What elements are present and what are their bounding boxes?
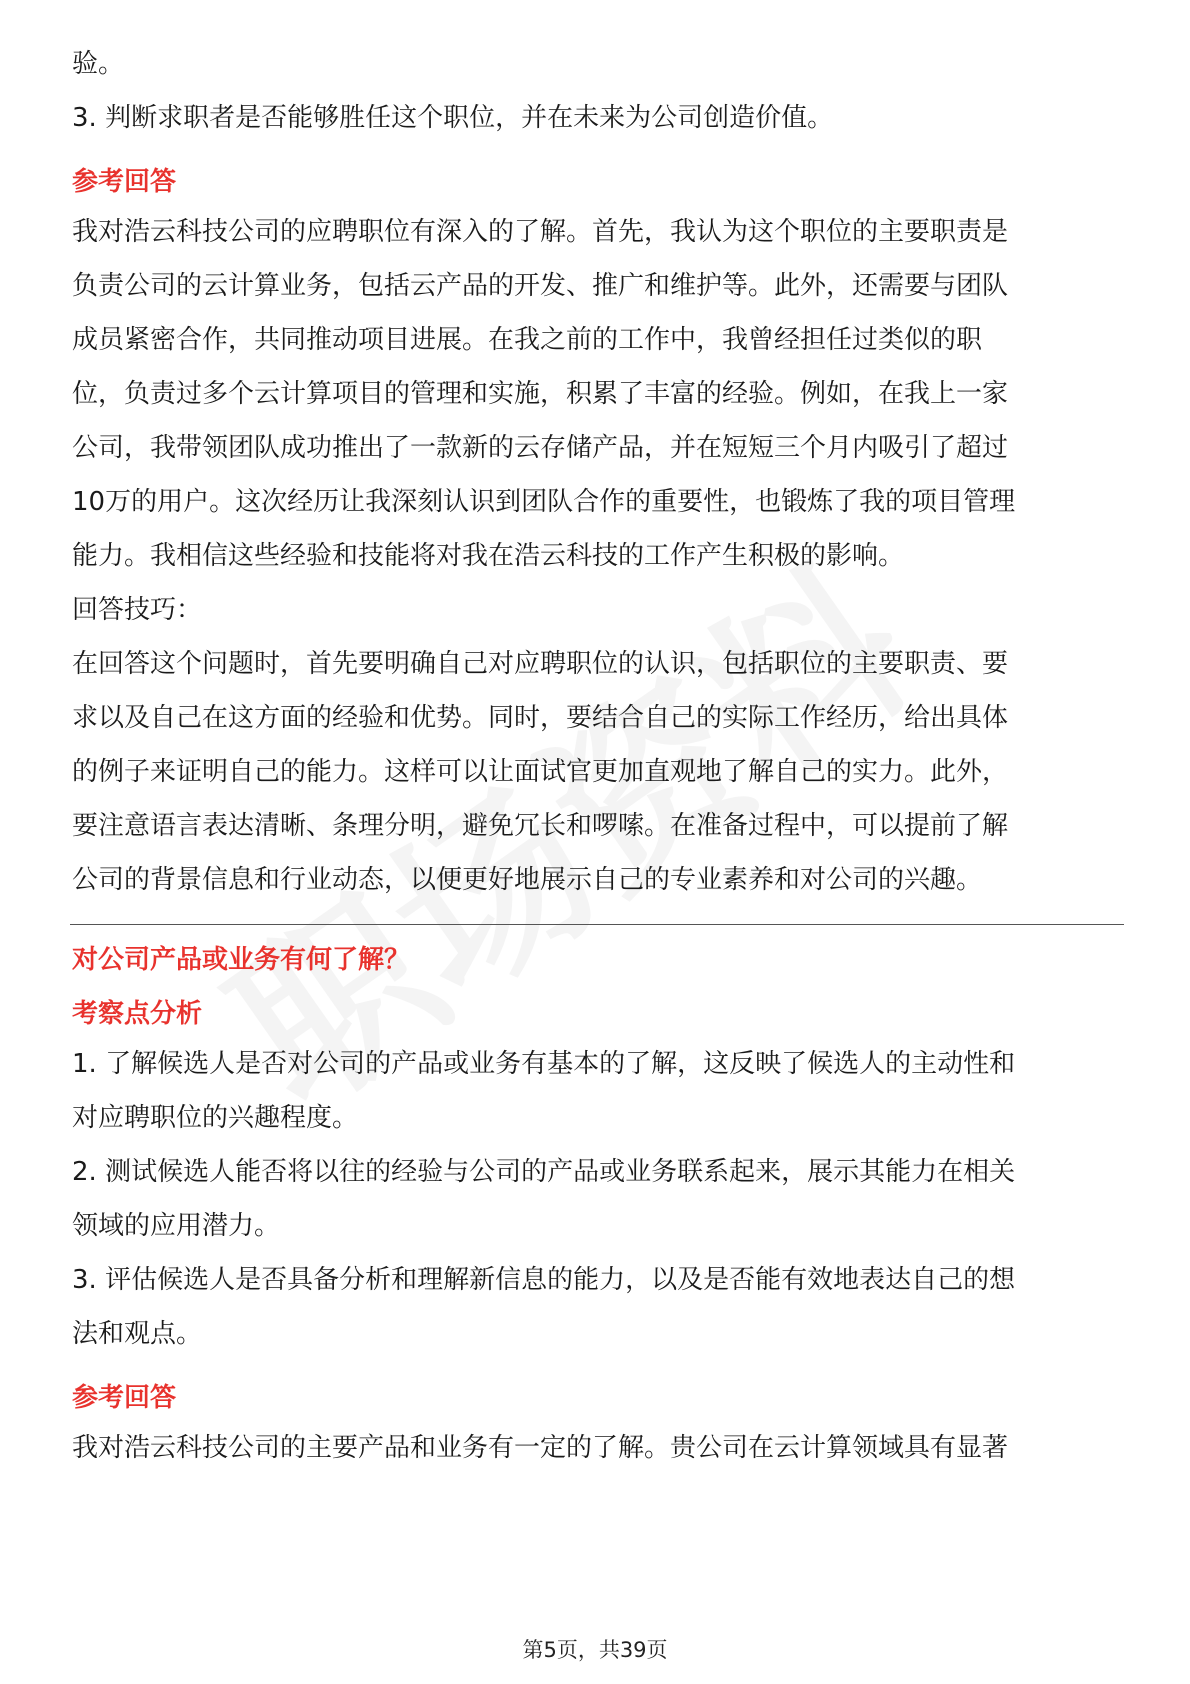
analysis-line: 法和观点。 [72, 1319, 203, 1349]
analysis-line: 领域的应用潜力。 [72, 1211, 281, 1241]
question-title: 对公司产品或业务有何了解？ [72, 945, 411, 975]
answer-heading: 参考回答 [72, 167, 177, 197]
answer-line: 我对浩云科技公司的主要产品和业务有一定的了解。贵公司在云计算领域具有显著 [72, 1433, 1009, 1463]
analysis-line: 3. 判断求职者是否能够胜任这个职位，并在未来为公司创造价值。 [72, 103, 834, 133]
tips-line: 的例子来证明自己的能力。这样可以让面试官更加直观地了解自己的实力。此外， [72, 757, 1009, 787]
tips-line: 要注意语言表达清晰、条理分明，避免冗长和啰嗦。在准备过程中，可以提前了解 [72, 811, 1009, 841]
analysis-line: 2. 测试候选人能否将以往的经验与公司的产品或业务联系起来，展示其能力在相关 [72, 1157, 1016, 1187]
analysis-line: 验。 [72, 49, 125, 79]
answer-line: 10万的用户。这次经历让我深刻认识到团队合作的重要性，也锻炼了我的项目管理 [72, 487, 1016, 517]
page-number: 第5页，共39页 [522, 1638, 668, 1662]
answer-line: 位，负责过多个云计算项目的管理和实施，积累了丰富的经验。例如，在我上一家 [72, 379, 1009, 409]
analysis-line: 3. 评估候选人是否具备分析和理解新信息的能力，以及是否能有效地表达自己的想 [72, 1265, 1016, 1295]
analysis-line: 1. 了解候选人是否对公司的产品或业务有基本的了解，这反映了候选人的主动性和 [72, 1049, 1016, 1079]
answer-line: 我对浩云科技公司的应聘职位有深入的了解。首先，我认为这个职位的主要职责是 [72, 217, 1009, 247]
section-divider [70, 924, 1124, 925]
answer-line: 成员紧密合作，共同推动项目进展。在我之前的工作中，我曾经担任过类似的职 [72, 325, 983, 355]
tips-line: 在回答这个问题时，首先要明确自己对应聘职位的认识，包括职位的主要职责、要 [72, 649, 1009, 679]
answer-line: 公司，我带领团队成功推出了一款新的云存储产品，并在短短三个月内吸引了超过 [72, 433, 1009, 463]
tips-line: 求以及自己在这方面的经验和优势。同时，要结合自己的实际工作经历，给出具体 [72, 703, 1009, 733]
answer-heading: 参考回答 [72, 1383, 177, 1413]
answer-line: 能力。我相信这些经验和技能将对我在浩云科技的工作产生积极的影响。 [72, 541, 905, 571]
analysis-line: 对应聘职位的兴趣程度。 [72, 1103, 359, 1133]
analysis-heading: 考察点分析 [72, 999, 203, 1029]
tips-line: 公司的背景信息和行业动态，以便更好地展示自己的专业素养和对公司的兴趣。 [72, 865, 983, 895]
tips-heading: 回答技巧： [72, 595, 203, 625]
answer-line: 负责公司的云计算业务，包括云产品的开发、推广和维护等。此外，还需要与团队 [72, 271, 1009, 301]
